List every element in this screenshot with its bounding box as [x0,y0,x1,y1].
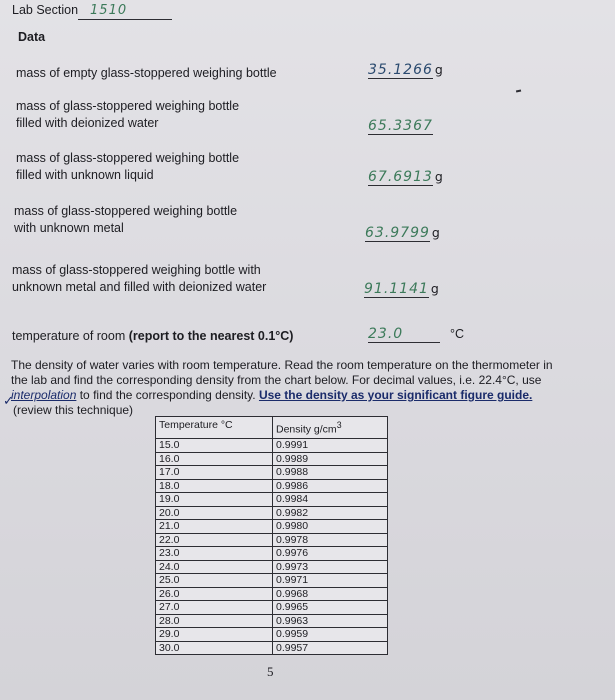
unit-text: g [431,225,440,240]
unit-text: g [434,169,443,184]
temp-cell: 24.0 [156,560,273,574]
density-cell: 0.9978 [273,533,388,547]
table-row [156,520,388,534]
density-cell: 0.9959 [273,628,388,642]
density-cell: 0.9988 [273,466,388,480]
temp-cell: 29.0 [156,628,273,642]
density-cell: 0.9989 [273,452,388,466]
instructions-line1: The density of water varies with room temperature. Read the room temperature on the thermometer in [11,358,553,372]
instructions-line3 [11,388,586,403]
instructions-paragraph [11,358,586,418]
temperature-value [368,325,464,343]
measurement-label-empty-bottle: mass of empty glass-stoppered weighing bottle [16,66,277,80]
density-guide-link[interactable]: Use the density as your significant figure guide. [258,388,533,402]
value-text: 35.1266 [368,62,433,78]
review-technique-note: (review this technique) [13,403,134,417]
table-row [156,560,388,574]
temp-cell: 18.0 [156,479,273,493]
density-cell: 0.9971 [273,574,388,588]
temp-cell: 26.0 [156,587,273,601]
temperature-label-note: (report to the nearest 0.1°C) [128,329,294,343]
measurement-label-unknown-liquid [16,150,239,184]
label-line2: with unknown metal [14,221,124,235]
table-row [156,614,388,628]
temperature-label-text: temperature of room [12,329,129,343]
measurement-value-empty-bottle [368,62,443,78]
interpolation-link[interactable]: interpolation [11,388,77,402]
density-cell: 0.9973 [273,560,388,574]
density-table-header [156,417,388,439]
lab-section-value: 1510 [78,2,172,20]
temp-cell: 21.0 [156,520,273,534]
measurement-label-unknown-metal [14,203,237,237]
density-cell: 0.9982 [273,506,388,520]
col-density-header: Density $g/cm^3$ [273,417,388,439]
density-cell: 0.9980 [273,520,388,534]
temperature-unit: °C [450,327,465,341]
instructions-line2: the lab and find the corresponding density from the chart below. For decimal values, i.e. 22.4°C, use [11,373,542,387]
density-cell: 0.9965 [273,601,388,615]
density-table [155,416,388,655]
value-text: 67.6913 [368,169,433,185]
temp-cell: 25.0 [156,574,273,588]
label-line2: filled with deionized water [16,116,159,130]
table-row [156,506,388,520]
data-heading: Data [18,30,46,44]
unit-text: g [434,62,443,77]
table-row [156,574,388,588]
lab-section-row [12,2,172,20]
table-row [156,493,388,507]
unit-text: g [430,281,439,296]
density-cell: 0.9957 [273,641,388,655]
table-row [156,587,388,601]
density-cell: 0.9976 [273,547,388,561]
check-mark-icon: ✓ [3,393,14,408]
label-line2: unknown metal and filled with deionized water [12,280,267,294]
label-line1: mass of glass-stoppered weighing bottle [14,204,238,218]
value-text: 65.3367 [368,118,433,134]
table-row [156,641,388,655]
page-number: 5 [267,664,274,679]
temp-cell: 17.0 [156,466,273,480]
temp-cell: 28.0 [156,614,273,628]
value-text: 63.9799 [365,225,430,241]
instructions-line3-text: to find the corresponding density. [76,388,259,402]
density-cell: 0.9963 [273,614,388,628]
measurement-label-metal-and-water [12,262,266,296]
stray-mark [516,89,521,92]
density-cell: 0.9968 [273,587,388,601]
density-cell: 0.9986 [273,479,388,493]
label-line1: mass of glass-stoppered weighing bottle [16,99,240,113]
lab-section-label: Lab Section [12,3,79,17]
temp-cell: 20.0 [156,506,273,520]
table-row [156,452,388,466]
measurement-value-water [368,118,435,134]
table-row [156,479,388,493]
measurement-value-unknown-liquid [368,169,443,185]
temp-cell: 19.0 [156,493,273,507]
temp-cell: 15.0 [156,439,273,453]
measurement-value-unknown-metal [365,225,440,241]
table-row [156,628,388,642]
temp-cell: 16.0 [156,452,273,466]
label-line1: mass of glass-stoppered weighing bottle [16,151,240,165]
table-row [156,439,388,453]
label-line2: filled with unknown liquid [16,168,154,182]
table-row [156,466,388,480]
density-cell: 0.9991 [273,439,388,453]
temp-cell: 30.0 [156,641,273,655]
temperature-value-text: 23.0 [368,326,440,343]
measurement-value-metal-and-water [364,281,439,297]
table-row [156,533,388,547]
table-row [156,547,388,561]
table-row [156,601,388,615]
temp-cell: 22.0 [156,533,273,547]
label-line1: mass of glass-stoppered weighing bottle with [12,263,261,277]
measurement-label-water [16,98,239,132]
temp-cell: 23.0 [156,547,273,561]
density-cell: 0.9984 [273,493,388,507]
temperature-label [12,328,293,345]
temp-cell: 27.0 [156,601,273,615]
value-text: 91.1141 [364,281,429,297]
col-temperature-header: Temperature °C [156,417,273,439]
